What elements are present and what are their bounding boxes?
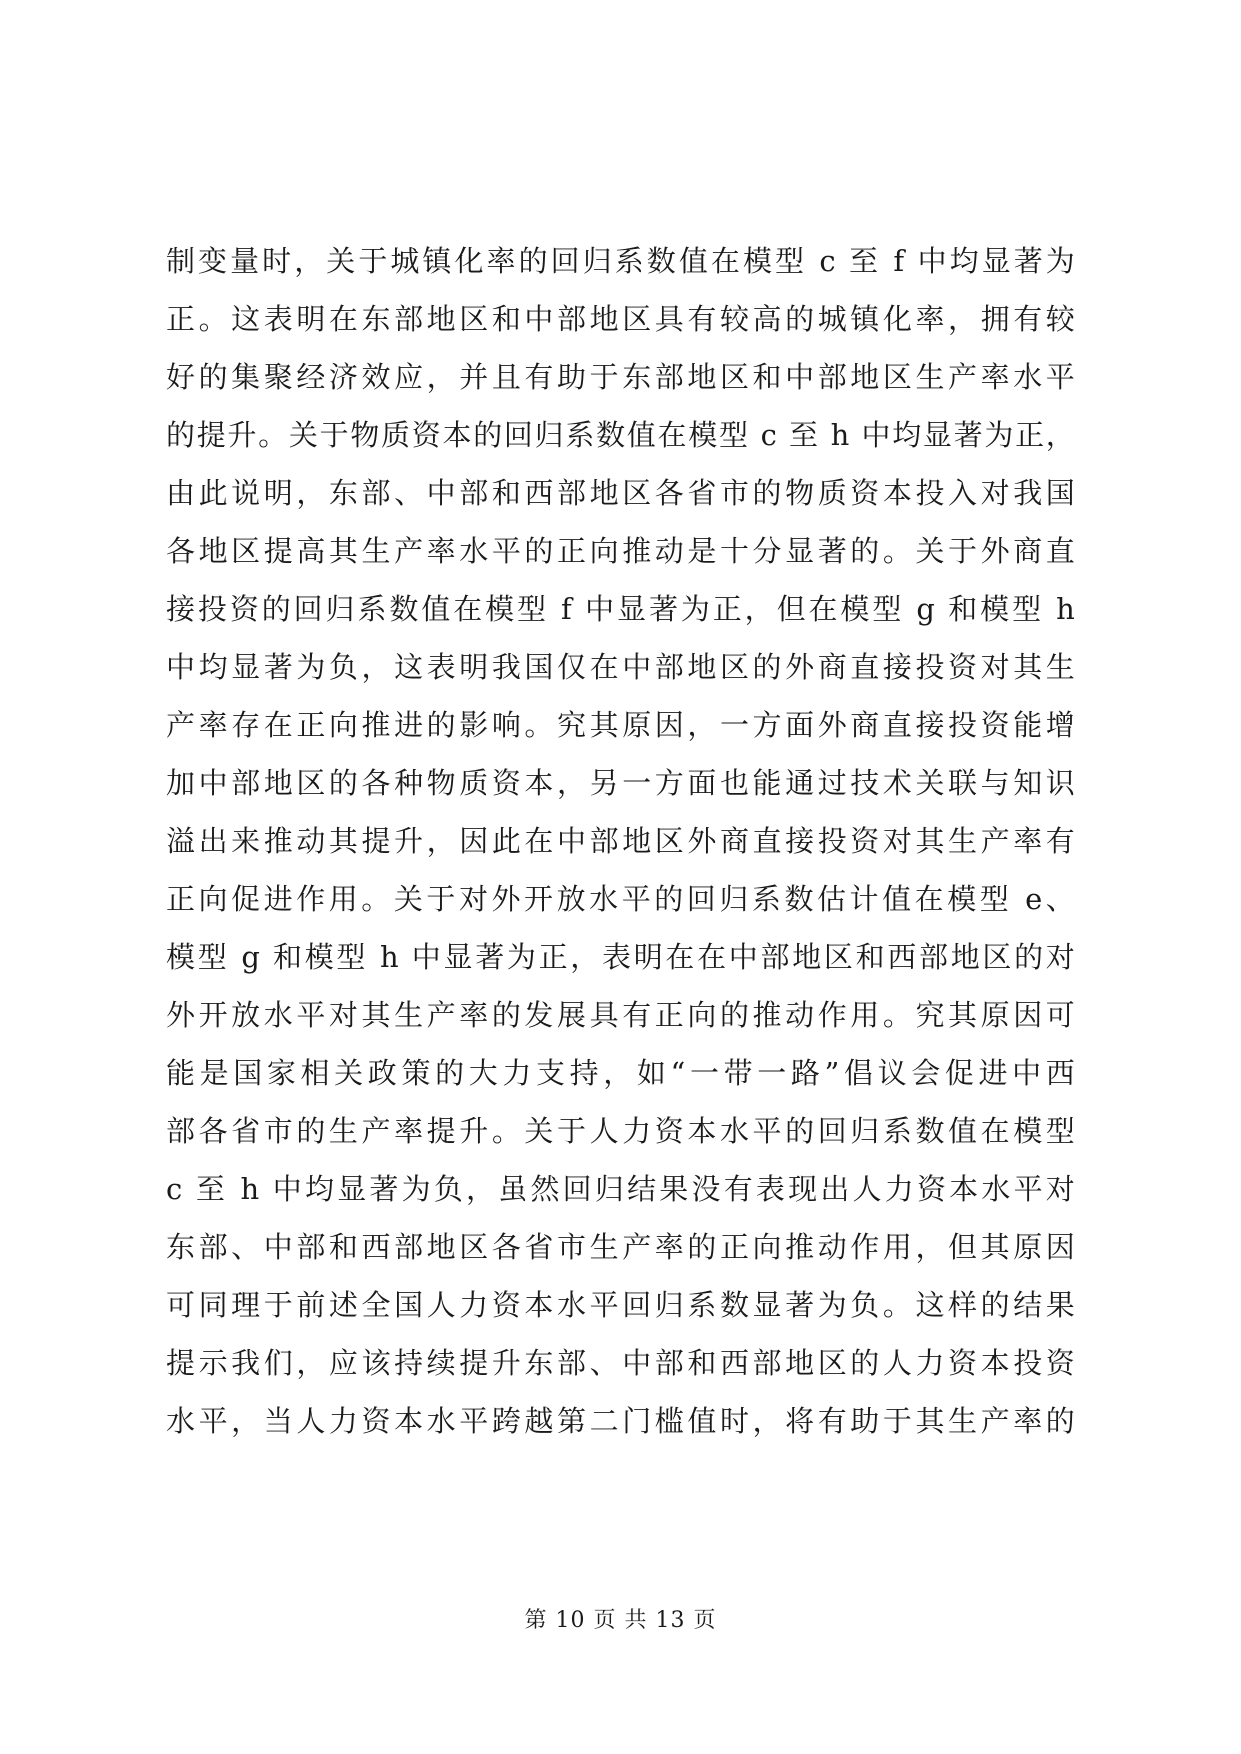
text-line: 好的集聚经济效应，并且有助于东部地区和中部地区生产率水平: [166, 360, 1076, 394]
text-line: 各地区提高其生产率水平的正向推动是十分显著的。关于外商直: [166, 534, 1076, 568]
text-line: 制变量时，关于城镇化率的回归系数值在模型 c 至 f 中均显著为: [166, 244, 1076, 278]
text-line: 中均显著为负，这表明我国仅在中部地区的外商直接投资对其生: [166, 650, 1076, 684]
text-line: 模型 g 和模型 h 中显著为正，表明在在中部地区和西部地区的对: [166, 940, 1076, 974]
text-line: 接投资的回归系数值在模型 f 中显著为正，但在模型 g 和模型 h: [166, 592, 1076, 626]
text-line: 外开放水平对其生产率的发展具有正向的推动作用。究其原因可: [166, 998, 1076, 1032]
text-line: 溢出来推动其提升，因此在中部地区外商直接投资对其生产率有: [166, 824, 1076, 858]
page-footer: [0, 1603, 1241, 1634]
text-line: 产率存在正向推进的影响。究其原因，一方面外商直接投资能增: [166, 708, 1076, 742]
text-line: 的提升。关于物质资本的回归系数值在模型 c 至 h 中均显著为正，: [166, 418, 1076, 452]
text-line: 东部、中部和西部地区各省市生产率的正向推动作用，但其原因: [166, 1230, 1076, 1264]
text-line: 正向促进作用。关于对外开放水平的回归系数估计值在模型 e、: [166, 882, 1076, 916]
text-line: 加中部地区的各种物质资本，另一方面也能通过技术关联与知识: [166, 766, 1076, 800]
text-line: 水平，当人力资本水平跨越第二门槛值时，将有助于其生产率的: [166, 1404, 1076, 1438]
text-line: 能是国家相关政策的大力支持，如“一带一路”倡议会促进中西: [166, 1056, 1076, 1090]
text-line: 可同理于前述全国人力资本水平回归系数显著为负。这样的结果: [166, 1288, 1076, 1322]
page-number: 第 10 页 共 13 页: [524, 1608, 717, 1633]
text-line: 由此说明，东部、中部和西部地区各省市的物质资本投入对我国: [166, 476, 1076, 510]
body-paragraph: [166, 232, 1076, 1450]
text-line: 正。这表明在东部地区和中部地区具有较高的城镇化率，拥有较: [166, 302, 1076, 336]
text-line: 部各省市的生产率提升。关于人力资本水平的回归系数值在模型: [166, 1114, 1076, 1148]
text-line: c 至 h 中均显著为负，虽然回归结果没有表现出人力资本水平对: [166, 1172, 1076, 1206]
text-line: 提示我们，应该持续提升东部、中部和西部地区的人力资本投资: [166, 1346, 1076, 1380]
